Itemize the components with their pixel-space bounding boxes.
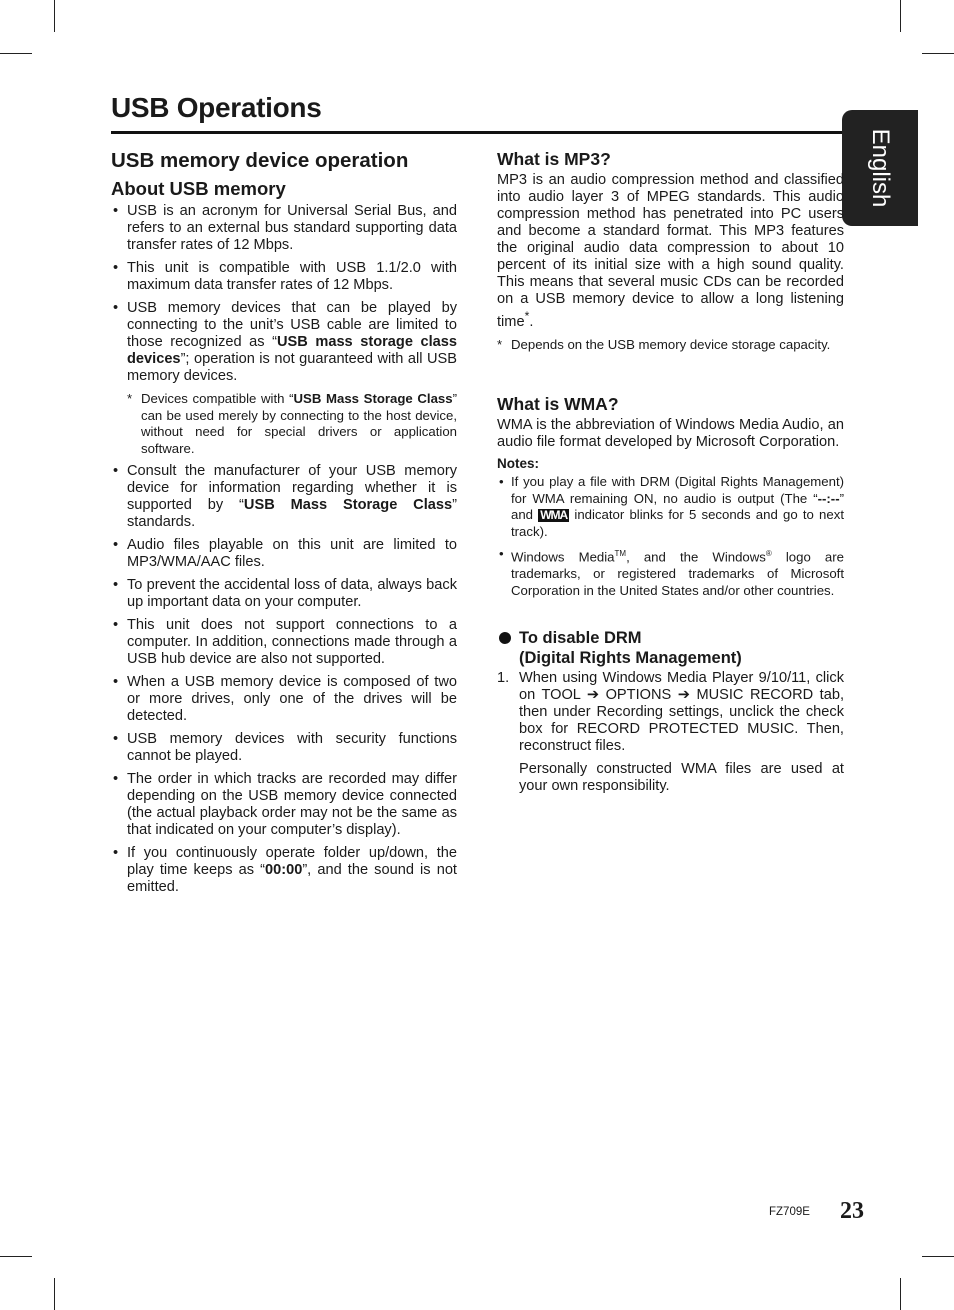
- crop-mark: [922, 53, 954, 54]
- subsection-heading: About USB memory: [111, 178, 286, 199]
- bold-text: 00:00: [264, 862, 303, 878]
- text: ” and: [511, 490, 844, 523]
- asterisk-mark: *: [524, 309, 530, 323]
- step-number: 1.: [497, 670, 510, 687]
- crop-mark: [54, 0, 55, 32]
- drm-heading-line: To disable DRM: [519, 629, 642, 648]
- drm-note: Personally constructed WMA files are used at your own responsibility.: [519, 761, 844, 795]
- text: If you play a file with DRM (Digital Rights Management) for WMA remaining ON, no audio is output (The “: [511, 474, 844, 506]
- crop-mark: [900, 0, 901, 32]
- bold-text: USB mass storage class devices: [127, 334, 457, 367]
- list-item: [111, 300, 457, 385]
- text: MUSIC RECORD tab, then under Recording settings, unclick the check box for RECORD PROTECTED MUSIC. Then, reconstruct files.: [519, 687, 844, 755]
- mp3-footnote: [497, 337, 844, 354]
- text: Consult the manufacturer of your USB memory device for information regarding whether it is supported by “: [127, 463, 457, 513]
- wma-body: WMA is the abbreviation of Windows Media Audio, an audio file format developed by Microsoft Corporation.: [497, 417, 844, 451]
- text: Depends on the USB memory device storage capacity.: [511, 336, 831, 352]
- crop-mark: [0, 53, 32, 54]
- page-number: 23: [840, 1198, 864, 1224]
- text: ”, and the sound is not emitted.: [127, 862, 457, 895]
- list-item: [497, 474, 844, 540]
- text: Windows Media: [511, 549, 615, 565]
- title-rule: [111, 131, 844, 134]
- text: ” standards.: [127, 497, 457, 530]
- bold-text: USB Mass Storage Class: [243, 497, 453, 513]
- wma-notes-list: [497, 474, 844, 599]
- section-heading: USB memory device operation: [111, 149, 409, 172]
- crop-mark: [0, 1256, 32, 1257]
- time-display-text: --:--: [817, 490, 840, 506]
- arrow-right-icon: ➔: [677, 687, 690, 704]
- model-code: FZ709E: [769, 1206, 810, 1218]
- list-item: [111, 463, 457, 531]
- asterisk-mark: *: [127, 391, 133, 406]
- trademark-mark: TM: [614, 549, 627, 559]
- text: Devices compatible with “: [141, 391, 294, 406]
- list-item: [111, 845, 457, 896]
- right-column: [497, 148, 844, 795]
- drm-heading-line: (Digital Rights Management): [519, 648, 742, 667]
- text: USB memory devices that can be played by connecting to the unit’s USB cable are limited to those recognized as “: [127, 300, 457, 350]
- text: ” can be used merely by connecting to the host device, without need for special drivers or application software.: [141, 391, 457, 456]
- footnote: [127, 391, 457, 457]
- asterisk-mark: *: [497, 336, 503, 352]
- bullet-dot-icon: [499, 632, 511, 644]
- usb-notes-list-continued: [111, 463, 457, 896]
- list-item: • USB memory devices with security functions cannot be played.: [111, 731, 457, 765]
- text: logo are trademarks, or registered trademarks of Microsoft Corporation in the United States and/or other countries.: [511, 549, 844, 598]
- language-tab: [842, 110, 918, 226]
- language-tab-label: English: [867, 128, 894, 208]
- usb-notes-list: [111, 203, 457, 385]
- text: MP3 is an audio compression method and classified into audio layer 3 of MPEG standards. This audio compression method has penetrated into PC users and become a standard format. This MP3 features the original audio data compression to about 10 percent of its initial size with a high sound quality. This means that several music CDs can be recorded on a USB memory device to allow a long listening time: [497, 172, 844, 330]
- list-item: • USB is an acronym for Universal Serial Bus, and refers to an external bus standard supporting data transfer rates of 12 Mbps.: [111, 203, 457, 254]
- mp3-body: [497, 172, 844, 331]
- text: .: [529, 313, 534, 330]
- crop-mark: [900, 1278, 901, 1310]
- crop-mark: [54, 1278, 55, 1310]
- wma-heading: What is WMA?: [497, 394, 619, 415]
- text: indicator blinks for 5 seconds and go to next track).: [511, 507, 844, 539]
- text: , and the Windows: [626, 549, 766, 565]
- mp3-heading: What is MP3?: [497, 149, 611, 169]
- list-item: • The order in which tracks are recorded may differ depending on the USB memory device connected (the actual playback order may not be the same as that indicated on your computer’s display).: [111, 771, 457, 839]
- left-column: [111, 148, 457, 902]
- wma-indicator-icon: WMA: [540, 508, 568, 523]
- text: ”; operation is not guaranteed with all USB memory devices.: [127, 351, 457, 384]
- registered-mark: ®: [765, 549, 772, 559]
- list-item: • When a USB memory device is composed of two or more drives, only one of the drives will be detected.: [111, 674, 457, 725]
- list-item: • This unit is compatible with USB 1.1/2.0 with maximum data transfer rates of 12 Mbps.: [111, 260, 457, 294]
- list-item: [497, 546, 844, 599]
- text: If you continuously operate folder up/down, the play time keeps as “: [127, 845, 457, 878]
- list-item: • To prevent the accidental loss of data, always back up important data on your computer.: [111, 577, 457, 611]
- drm-step: [497, 670, 844, 755]
- text: When using Windows Media Player 9/10/11, click on TOOL: [519, 670, 844, 704]
- list-item: • Audio files playable on this unit are limited to MP3/WMA/AAC files.: [111, 537, 457, 571]
- text: OPTIONS: [599, 687, 678, 704]
- crop-mark: [922, 1256, 954, 1257]
- arrow-right-icon: ➔: [586, 687, 600, 704]
- bold-text: USB Mass Storage Class: [293, 391, 453, 406]
- notes-label: Notes:: [497, 456, 540, 472]
- drm-heading: [497, 629, 844, 668]
- list-item: • This unit does not support connections to a computer. In addition, connections made through a USB hub device are also not supported.: [111, 617, 457, 668]
- page-title: USB Operations: [111, 92, 322, 123]
